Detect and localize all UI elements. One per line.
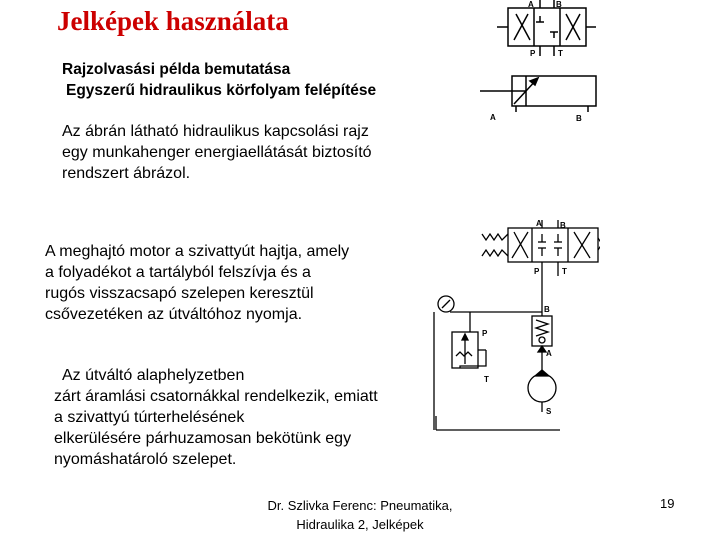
- text-line: rendszert ábrázol.: [62, 165, 191, 182]
- text-line: a szivattyú túrterhelésének: [54, 409, 245, 426]
- subtitle-circuit: Egyszerű hidraulikus körfolyam felépítése: [66, 82, 377, 99]
- footer-line: Hidraulika 2, Jelképek: [296, 517, 424, 532]
- label-check-b: B: [544, 305, 550, 314]
- label-relief-p: P: [482, 329, 488, 338]
- label-b: B: [560, 221, 566, 230]
- text-line: zárt áramlási csatornákkal rendelkezik, emiatt: [54, 388, 378, 405]
- label-b: B: [576, 114, 582, 123]
- text-line: a folyadékot a tartályból felszívja és a: [45, 264, 311, 281]
- label-a: A: [490, 113, 496, 122]
- footer-credit: [240, 496, 480, 534]
- text-line: A meghajtó motor a szivattyút hajtja, amely: [45, 243, 350, 260]
- subtitle-example: Rajzolvasási példa bemutatása: [62, 61, 291, 78]
- label-a: A: [536, 219, 542, 228]
- text-line: nyomáshatároló szelepet.: [54, 451, 237, 468]
- label-pump: S: [546, 407, 552, 416]
- text-line: rugós visszacsapó szelepen keresztül: [45, 285, 314, 302]
- footer-line: Dr. Szlivka Ferenc: Pneumatika,: [267, 498, 453, 513]
- text-line: Az ábrán látható hidraulikus kapcsolási rajz: [62, 123, 369, 140]
- label-t: T: [562, 267, 567, 276]
- label-p: P: [534, 267, 540, 276]
- label-a: A: [528, 0, 534, 9]
- directional-valve-symbol: [494, 0, 598, 60]
- hydraulic-circuit: [430, 216, 600, 434]
- text-line: csővezetéken az útváltóhoz nyomja.: [45, 306, 303, 323]
- label-check-a: A: [546, 349, 552, 358]
- label-b: B: [556, 0, 562, 9]
- label-relief-t: T: [484, 375, 489, 384]
- text-line: egy munkahenger energiaellátását biztosító: [62, 144, 372, 161]
- paragraph-pump: [45, 241, 405, 325]
- cylinder-symbol: [480, 64, 600, 126]
- paragraph-intro: [62, 121, 412, 184]
- text-line: elkerülésére párhuzamosan bekötünk egy: [54, 430, 352, 447]
- page-number: 19: [660, 496, 675, 511]
- label-p: P: [530, 49, 536, 58]
- text-line: Az útváltó alaphelyzetben: [62, 367, 245, 384]
- label-t: T: [558, 49, 563, 58]
- page-title: Jelképek használata: [57, 6, 289, 36]
- paragraph-valve: [54, 365, 424, 470]
